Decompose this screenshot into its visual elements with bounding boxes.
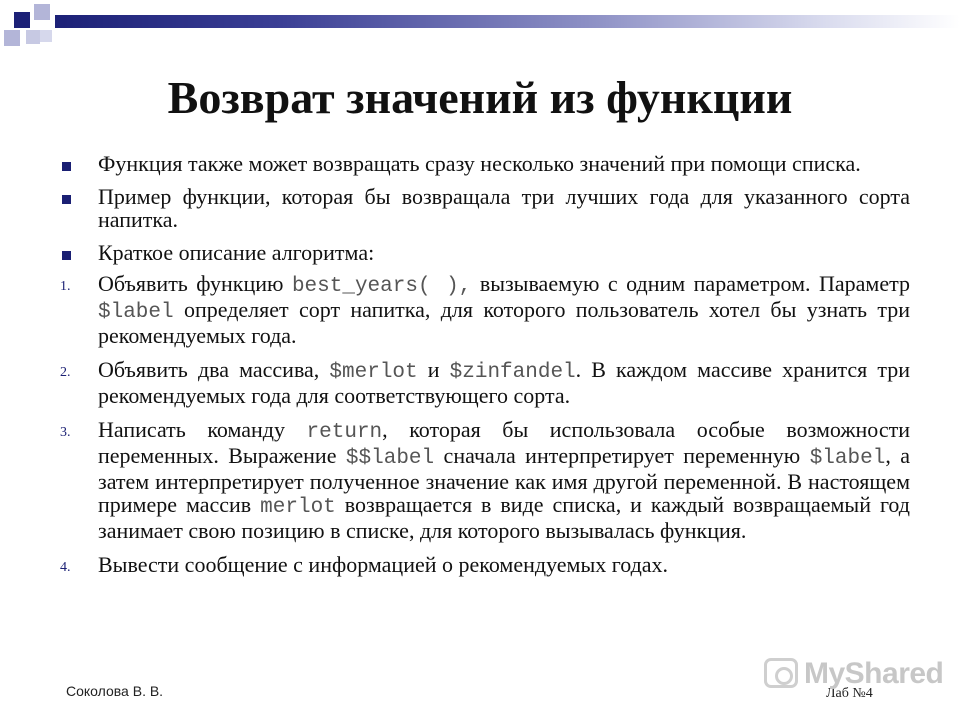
step-text: вызываемую с одним параметром. Параметр [471,271,910,296]
step-number: 4. [60,560,71,575]
decor-square-light [40,30,52,42]
bullet-square-icon [62,195,71,204]
step-text: , которая бы использовала особые возможности переменных. Выражение [98,417,910,468]
bullet-square-icon [62,162,71,171]
slide-title: Возврат значений из функции [167,72,793,123]
step-number: 3. [60,425,71,440]
step-text: и [417,357,450,382]
step-text: Вывести сообщение с информацией о рекомендуемых годах. [98,552,669,577]
slide-body [60,152,910,587]
code-fragment: merlot [260,496,336,519]
code-fragment: $$label [345,447,435,470]
footer-author: Соколова В. В. [66,683,164,699]
step-text: сначала интерпретирует переменную [434,443,810,468]
step-item [60,358,910,407]
step-item [60,418,910,542]
header-gradient-bar [55,15,960,28]
code-fragment: $zinfandel [449,361,576,384]
code-fragment: return [306,421,383,444]
step-item [60,553,910,576]
step-text: , а затем интерпретирует полученное значение как имя другой переменной. В настоящем примере массив [98,443,911,517]
watermark-logo-icon [764,658,798,688]
code-fragment: best_years( ), [291,275,472,298]
step-text: . В каждом массиве хранится три рекомендуемых года для соответствующего сорта. [98,357,910,408]
step-text: Объявить два массива, [98,357,330,382]
decor-square-light [4,30,20,46]
step-number: 2. [60,365,71,380]
decor-square-light [34,4,50,20]
footer-lab-number: Лаб №4 [826,686,873,701]
step-text: Объявить функцию [98,271,292,296]
watermark [764,656,944,696]
bullet-item [60,241,910,264]
bullet-text: Краткое описание алгоритма: [98,240,375,265]
step-text: определяет сорт напитка, для которого пользователь хотел бы узнать три рекомендуемых года. [98,297,910,348]
bullet-item [60,185,910,231]
bullet-text: Функция также может возвращать сразу несколько значений при помощи списка. [98,151,861,176]
code-fragment: $merlot [329,361,418,384]
watermark-text: MyShared [804,657,944,690]
step-number: 1. [60,279,71,294]
bullet-text: Пример функции, которая бы возвращала три лучших года для указанного сорта напитка. [98,184,910,232]
bullet-square-icon [62,251,71,260]
decor-square-navy [14,12,30,28]
step-text: Написать команду [98,417,307,442]
step-item [60,272,910,347]
decor-square-light [26,30,40,44]
code-fragment: $label [809,447,886,470]
bullet-item [60,152,910,175]
step-text: возвращается в виде списка, и каждый возвращаемый год занимает свою позицию в списке, для которого вызывалась функция. [98,492,910,543]
code-fragment: $label [98,301,174,324]
